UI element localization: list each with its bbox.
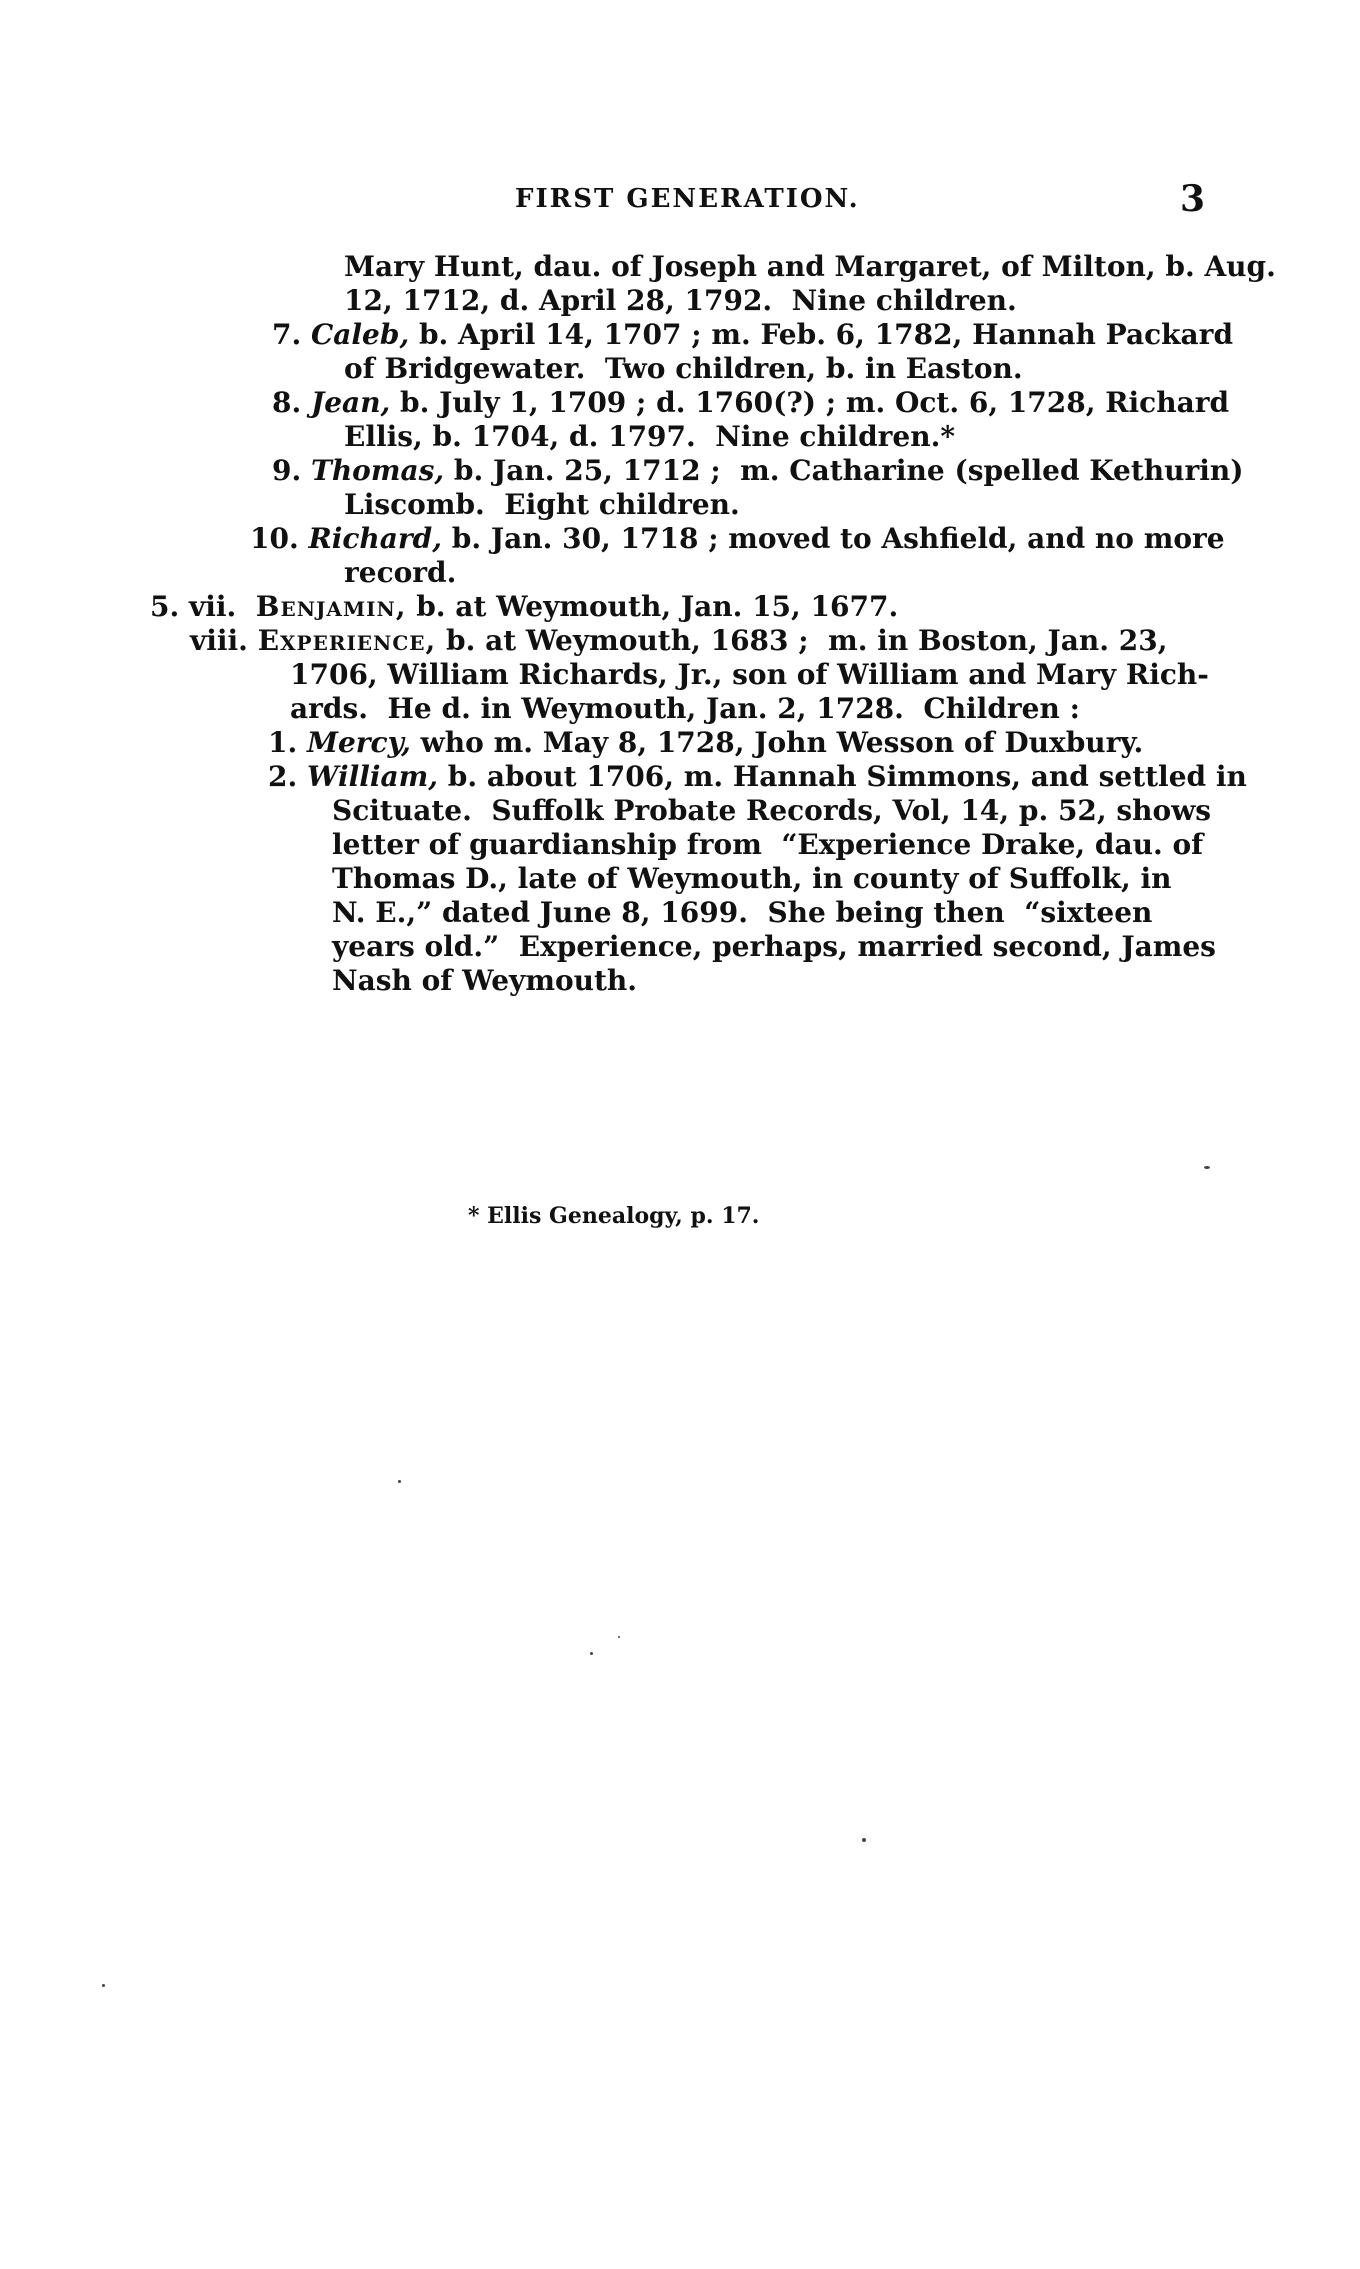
scan-speck (862, 1838, 866, 1842)
text-line: Nash of Weymouth. (332, 964, 638, 997)
text-line: ards. He d. in Weymouth, Jan. 2, 1728. Children : (290, 692, 1080, 725)
text-line: of Bridgewater. Two children, b. in Easton. (344, 352, 1023, 385)
page-number: 3 (1180, 178, 1206, 220)
child-entry-richard: 10. Richard, b. Jan. 30, 1718 ; moved to Ashfield, and no more (250, 522, 1225, 555)
text-line: years old.” Experience, perhaps, married second, James (332, 930, 1216, 963)
page-header (0, 178, 1360, 226)
text-line: N. E.,” dated June 8, 1699. She being then “sixteen (332, 896, 1153, 929)
child-entry-jean: 8. Jean, b. July 1, 1709 ; d. 1760(?) ; m. Oct. 6, 1728, Richard (272, 386, 1230, 419)
text-line: Thomas D., late of Weymouth, in county of Suffolk, in (332, 862, 1172, 895)
text-line: Scituate. Suffolk Probate Records, Vol, 14, p. 52, shows (332, 794, 1212, 827)
text-line: Ellis, b. 1704, d. 1797. Nine children.* (344, 420, 955, 453)
child-entry-william: 2. William, b. about 1706, m. Hannah Simmons, and settled in (268, 760, 1247, 793)
entry-benjamin: 5. vii. Benjamin, b. at Weymouth, Jan. 15, 1677. (150, 590, 899, 623)
scan-speck (102, 1984, 105, 1987)
running-head: FIRST GENERATION. (515, 184, 860, 214)
text-line: Mary Hunt, dau. of Joseph and Margaret, of Milton, b. Aug. (344, 250, 1276, 283)
text-line: record. (344, 556, 457, 589)
child-entry-caleb: 7. Caleb, b. April 14, 1707 ; m. Feb. 6, 1782, Hannah Packard (272, 318, 1234, 351)
text-line: Liscomb. Eight children. (344, 488, 740, 521)
text-line: 12, 1712, d. April 28, 1792. Nine children. (344, 284, 1017, 317)
scan-speck (618, 1636, 620, 1638)
child-entry-thomas: 9. Thomas, b. Jan. 25, 1712 ; m. Catharine (spelled Kethurin) (272, 454, 1244, 487)
footnote: * Ellis Genealogy, p. 17. (468, 1203, 760, 1229)
scan-speck (398, 1480, 401, 1483)
scan-speck (590, 1652, 593, 1655)
text-line: letter of guardianship from “Experience Drake, dau. of (332, 828, 1204, 861)
text-line: 1706, William Richards, Jr., son of William and Mary Rich- (290, 658, 1209, 691)
child-entry-mercy: 1. Mercy, who m. May 8, 1728, John Wesson of Duxbury. (268, 726, 1144, 759)
scan-speck (1204, 1166, 1210, 1169)
entry-experience: viii. Experience, b. at Weymouth, 1683 ; m. in Boston, Jan. 23, (190, 624, 1168, 657)
